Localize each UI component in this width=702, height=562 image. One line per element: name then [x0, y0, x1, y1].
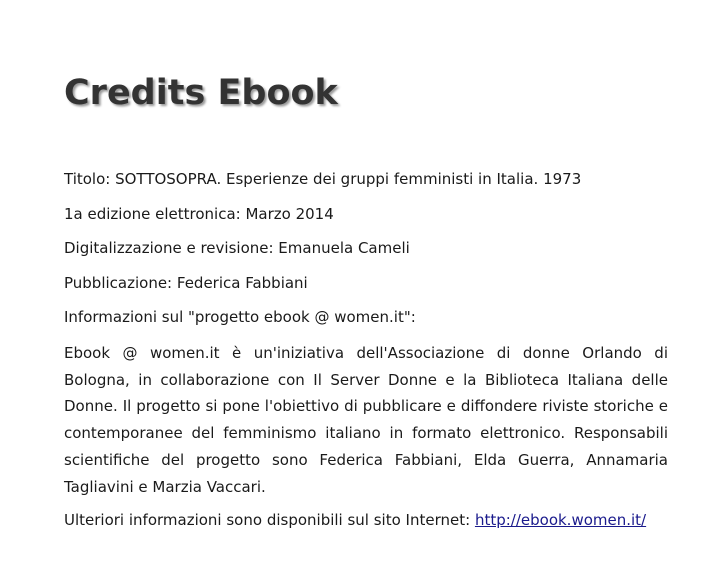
info-heading-line: Informazioni sul "progetto ebook @ women.it": — [64, 308, 416, 326]
digitization-line: Digitalizzazione e revisione: Emanuela Cameli — [64, 239, 410, 257]
title-line: Titolo: SOTTOSOPRA. Esperienze dei gruppi femministi in Italia. 1973 — [64, 170, 582, 188]
page-title: Credits Ebook — [64, 73, 338, 113]
edition-line: 1a edizione elettronica: Marzo 2014 — [64, 205, 334, 223]
publication-line: Pubblicazione: Federica Fabbiani — [64, 274, 308, 292]
footer-text: Ulteriori informazioni sono disponibili sul sito Internet: — [64, 511, 475, 529]
footer-line — [64, 510, 646, 530]
website-link[interactable]: http://ebook.women.it/ — [474, 511, 647, 529]
project-description: Ebook @ women.it è un'iniziativa dell'Associazione di donne Orlando di Bologna, in collaborazione con Il Server Donne e la Biblioteca Italiana delle Donne. Il progetto si pone l'obiettivo di pubblicare e diffondere riviste storiche e contemporanee del femminismo italiano in formato elettronico. Responsabili scientifiche del progetto sono Federica Fabbiani, Elda Guerra, Annamaria Tagliavini e Marzia Vaccari. — [64, 344, 668, 496]
